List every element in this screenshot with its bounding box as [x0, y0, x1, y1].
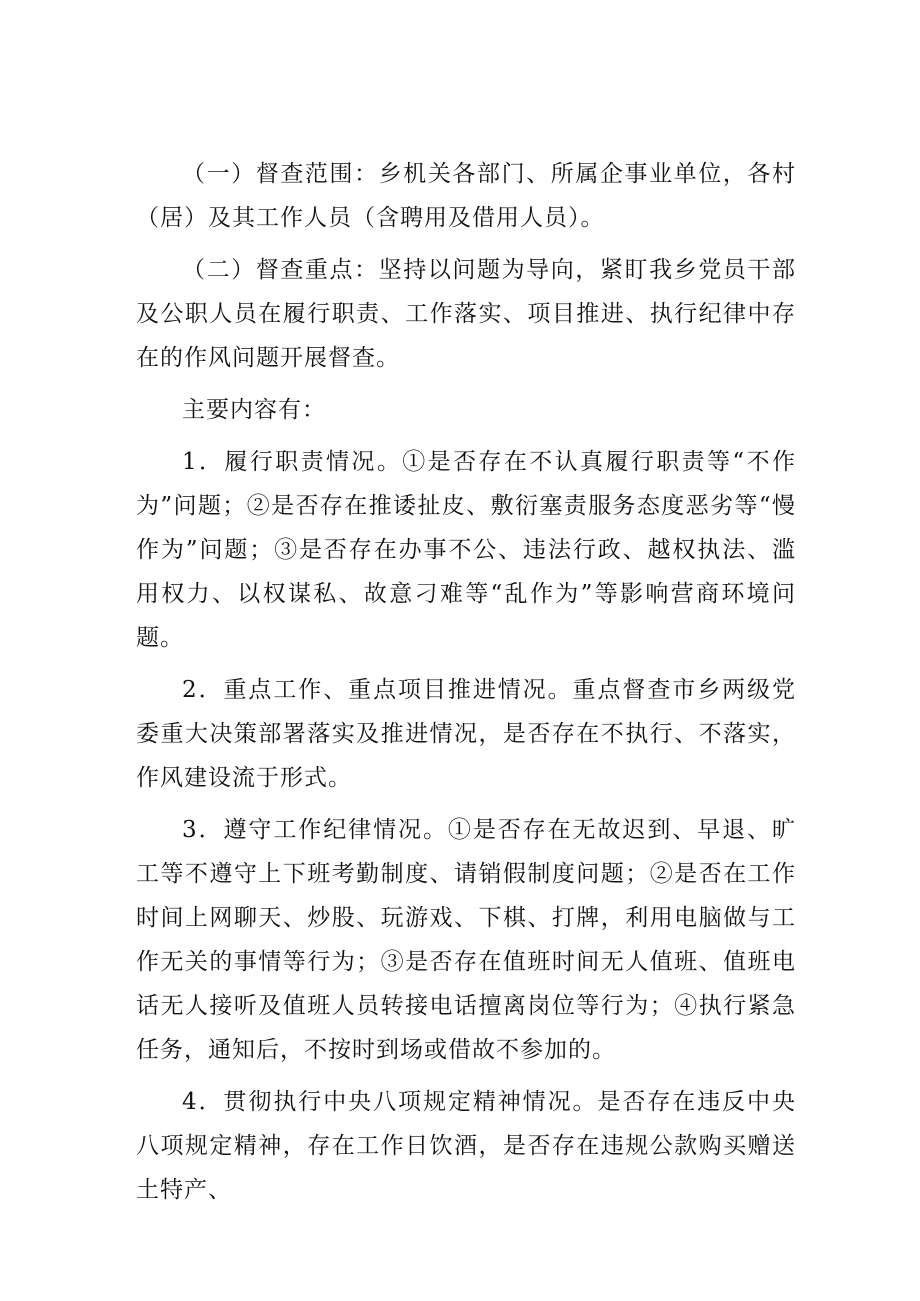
paragraph-main-content-heading: 主要内容有： [182, 397, 326, 423]
paragraph-item-4: 4．贯彻执行中央八项规定精神情况。是否存在违反中央八项规定精神，存在工作日饮酒，是否存在违规公款购买赠送土特产、 [136, 1089, 796, 1203]
paragraph-supervision-scope: （一）督查范围：乡机关各部门、所属企事业单位，各村（居）及其工作人员（含聘用及借用人员）。 [136, 161, 796, 231]
paragraph-item-1: 1．履行职责情况。①是否存在不认真履行职责等“不作为”问题；②是否存在推诿扯皮、敷衍塞责服务态度恶劣等“慢作为”问题；③是否存在办事不公、违法行政、越权执法、滥用权力、以权谋私、故意刁难等“乱作为”等影响营商环境问题。 [136, 449, 796, 651]
paragraph-spacer [136, 380, 796, 388]
paragraph-spacer [136, 1072, 796, 1080]
paragraph-supervision-focus: （二）督查重点：坚持以问题为导向，紧盯我乡党员干部及公职人员在履行职责、工作落实、项目推进、执行纪律中存在的作风问题开展督查。 [136, 257, 796, 371]
paragraph-item-3: 3．遵守工作纪律情况。①是否存在无故迟到、早退、旷工等不遵守上下班考勤制度、请销假制度问题；②是否在工作时间上网聊天、炒股、玩游戏、下棋、打牌，利用电脑做与工作无关的事情等行为；③是否存在值班时间无人值班、值班电话无人接听及值班人员转接电话擅离岗位等行为；④执行紧急任务，通知后，不按时到场或借故不参加的。 [136, 817, 796, 1063]
paragraph-spacer [136, 660, 796, 668]
document-body [136, 152, 796, 1212]
paragraph-spacer [136, 800, 796, 808]
paragraph-item-2: 2．重点工作、重点项目推进情况。重点督查市乡两级党委重大决策部署落实及推进情况，是否存在不执行、不落实，作风建设流于形式。 [136, 677, 796, 791]
paragraph-spacer [136, 240, 796, 248]
paragraph-spacer [136, 432, 796, 440]
